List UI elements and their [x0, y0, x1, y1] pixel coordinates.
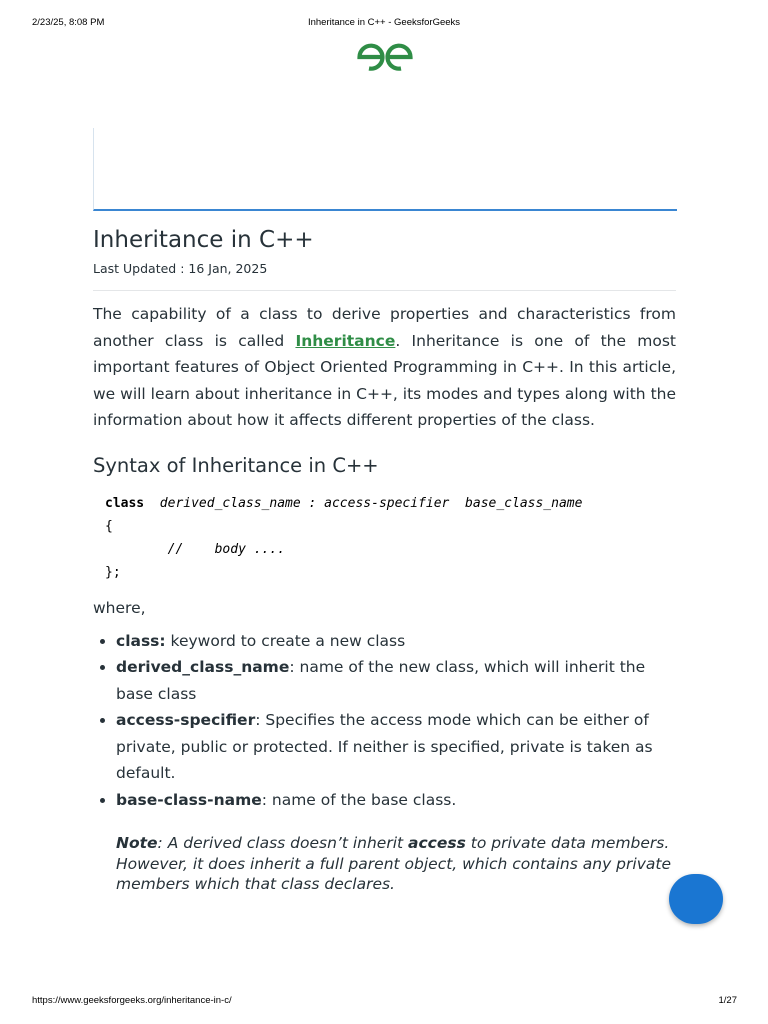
- print-page-title: Inheritance in C++ - GeeksforGeeks: [307, 17, 461, 28]
- code-line-1: derived_class_name : access-specifier base_class_name: [159, 495, 583, 511]
- note-callout: [116, 833, 676, 895]
- term-description: : name of the base class.: [261, 790, 457, 809]
- intro-paragraph: [93, 301, 676, 434]
- note-bold: access: [408, 834, 466, 853]
- syntax-heading: Syntax of Inheritance in C++: [93, 453, 379, 477]
- floating-action-button[interactable]: [669, 874, 723, 924]
- term: derived_class_name: [116, 658, 290, 677]
- intro-text-after: . Inheritance is one of the most important features of Object Oriented Programming in C++. In this article, we will learn about inheritance in C++, its modes and types along with the information about how it affects different properties of the class.: [93, 331, 676, 430]
- article-content: [93, 224, 676, 895]
- print-header: [0, 17, 768, 31]
- list-item: [116, 654, 676, 707]
- inheritance-link[interactable]: Inheritance: [295, 331, 396, 350]
- page-number: 1/27: [718, 995, 737, 1006]
- term-description: keyword to create a new class: [165, 631, 406, 650]
- term: class:: [116, 631, 166, 650]
- list-item: [116, 787, 676, 814]
- intro-text-before: The capability of a class to derive properties and characteristics from another class is called: [93, 305, 676, 350]
- gfg-logo-icon[interactable]: [356, 42, 414, 72]
- note-label: Note: [116, 834, 158, 853]
- code-line-3: // body ....: [167, 541, 286, 557]
- code-line-4: };: [105, 564, 121, 580]
- definitions-list: [93, 628, 676, 814]
- term: access-specifier: [116, 711, 256, 730]
- list-item: [116, 707, 676, 787]
- code-keyword: class: [105, 495, 145, 511]
- article-title: Inheritance in C++: [93, 227, 314, 253]
- note-text-2: to private data members. However, it does inherit a full parent object, which contains any private members which that class declares.: [116, 834, 671, 894]
- print-url: https://www.geeksforgeeks.org/inheritance-in-c/: [32, 995, 232, 1006]
- ad-placeholder: [93, 128, 677, 211]
- term-description: : Specifies the access mode which can be either of private, public or protected. If neither is specified, private is taken as default.: [116, 711, 653, 783]
- code-block: [105, 492, 676, 584]
- last-updated: Last Updated : 16 Jan, 2025: [93, 261, 268, 276]
- term-description: : name of the new class, which will inherit the base class: [116, 658, 646, 703]
- print-datetime: 2/23/25, 8:08 PM: [32, 17, 105, 28]
- note-text-1: : A derived class doesn’t inherit: [157, 834, 409, 853]
- title-divider: [93, 290, 676, 291]
- code-line-2: {: [105, 518, 113, 534]
- print-footer: [0, 995, 768, 1009]
- list-item: [116, 628, 676, 655]
- where-label: where,: [93, 598, 146, 617]
- term: base-class-name: [116, 790, 262, 809]
